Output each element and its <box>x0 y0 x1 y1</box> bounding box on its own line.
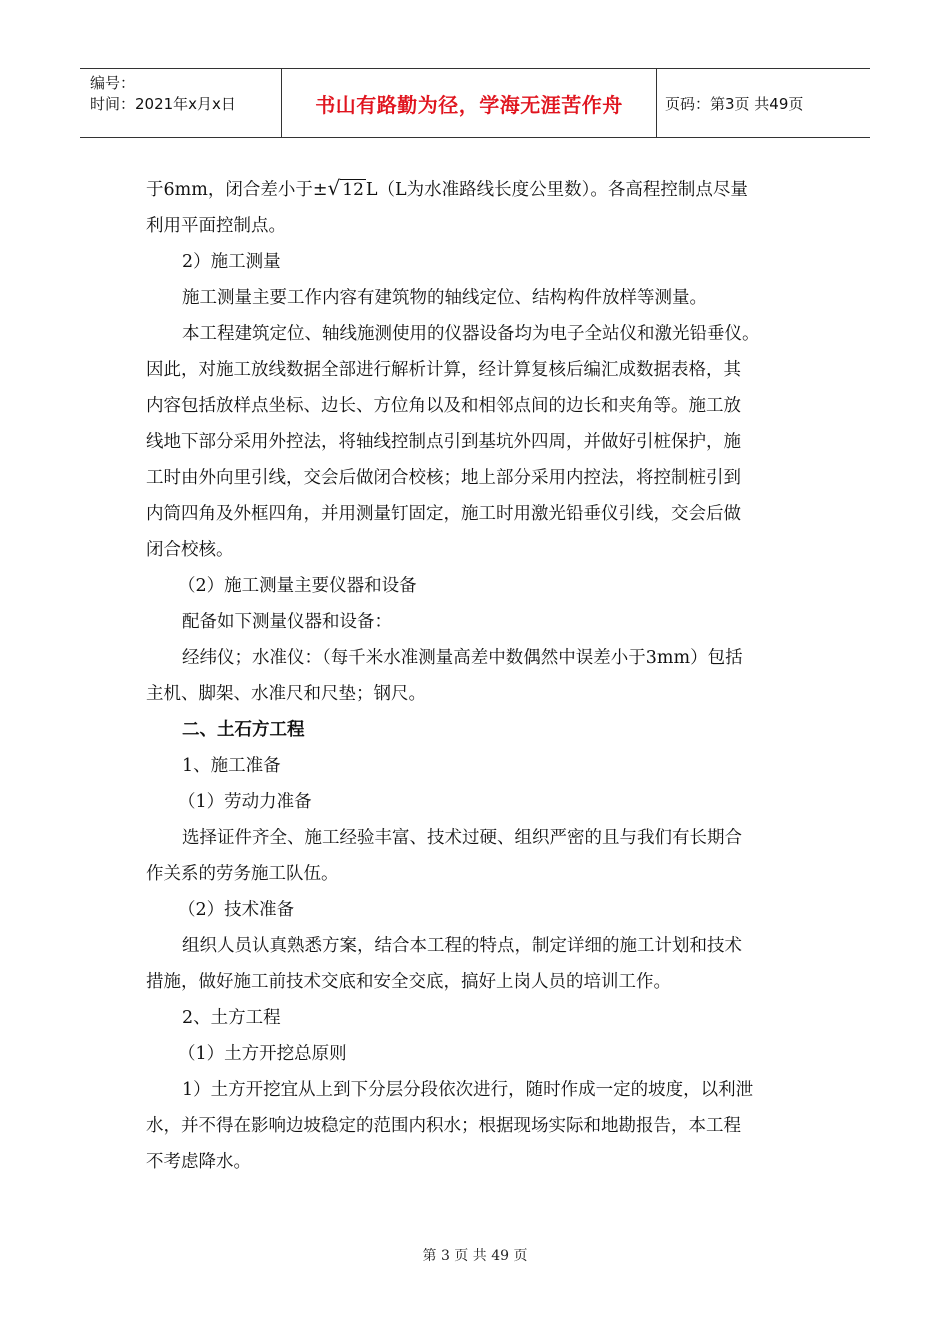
paragraph-line: 内容包括放样点坐标、边长、方位角以及和相邻点间的边长和夹角等。施工放 <box>146 396 741 416</box>
page-header <box>80 68 870 138</box>
paragraph-line: 于6mm，闭合差小于±√ 12 L（L为水准路线长度公里数）。各高程控制点尽量 <box>146 170 808 208</box>
header-meta <box>80 69 282 137</box>
section-heading: （1）土方开挖总原则 <box>178 1044 347 1064</box>
paragraph-line: 闭合校核。 <box>146 540 234 560</box>
sqrt-expression: √ 12 <box>327 176 364 200</box>
document-body <box>146 170 808 1180</box>
section-heading: （2）施工测量主要仪器和设备 <box>178 576 417 596</box>
chapter-heading: 二、土石方工程 <box>182 720 305 740</box>
doc-time-label: 时间：2021年x月x日 <box>90 95 236 113</box>
paragraph-line: 施工测量主要工作内容有建筑物的轴线定位、结构构件放样等测量。 <box>182 288 707 308</box>
paragraph-line: 主机、脚架、水准尺和尺垫；钢尺。 <box>146 684 426 704</box>
paragraph-line: 工时由外向里引线，交会后做闭合校核；地上部分采用内控法，将控制桩引到 <box>146 468 741 488</box>
section-heading: 2、土方工程 <box>182 1008 281 1028</box>
section-heading: 2）施工测量 <box>182 252 281 272</box>
paragraph-line: 选择证件齐全、施工经验丰富、技术过硬、组织严密的且与我们有长期合 <box>182 828 742 848</box>
paragraph-line: 本工程建筑定位、轴线施测使用的仪器设备均为电子全站仪和激光铅垂仪。 <box>182 324 760 344</box>
paragraph-line: 内筒四角及外框四角，并用测量钉固定，施工时用激光铅垂仪引线，交会后做 <box>146 504 741 524</box>
paragraph-line: 不考虑降水。 <box>146 1152 251 1172</box>
paragraph-line: 配备如下测量仪器和设备： <box>182 612 392 632</box>
paragraph-line: 水，并不得在影响边坡稳定的范围内积水；根据现场实际和地勘报告，本工程 <box>146 1116 741 1136</box>
header-motto-cell <box>282 69 657 137</box>
paragraph-line: 组织人员认真熟悉方案，结合本工程的特点，制定详细的施工计划和技术 <box>182 936 742 956</box>
doc-number-label: 编号： <box>90 74 136 92</box>
paragraph-line: 措施，做好施工前技术交底和安全交底，搞好上岗人员的培训工作。 <box>146 972 671 992</box>
paragraph-line: 经纬仪；水准仪：（每千米水准测量高差中数偶然中误差小于3mm）包括 <box>182 648 743 668</box>
section-heading: （1）劳动力准备 <box>178 792 312 812</box>
paragraph-line: 线地下部分采用外控法，将轴线控制点引到基坑外四周，并做好引桩保护，施 <box>146 432 741 452</box>
paragraph-line: 1）土方开挖宜从上到下分层分段依次进行，随时作成一定的坡度，以利泄 <box>182 1080 754 1100</box>
section-heading: （2）技术准备 <box>178 900 295 920</box>
section-heading: 1、施工准备 <box>182 756 281 776</box>
paragraph-line: 利用平面控制点。 <box>146 216 286 236</box>
paragraph-line: 因此，对施工放线数据全部进行解析计算，经计算复核后编汇成数据表格，其 <box>146 360 741 380</box>
motto-text: 书山有路勤为径，学海无涯苦作舟 <box>315 92 623 117</box>
header-page-label: 页码：第3页 共49页 <box>665 94 804 113</box>
header-page-cell <box>657 69 870 137</box>
paragraph-line: 作关系的劳务施工队伍。 <box>146 864 339 884</box>
page-footer: 第 3 页 共 49 页 <box>422 1248 528 1264</box>
